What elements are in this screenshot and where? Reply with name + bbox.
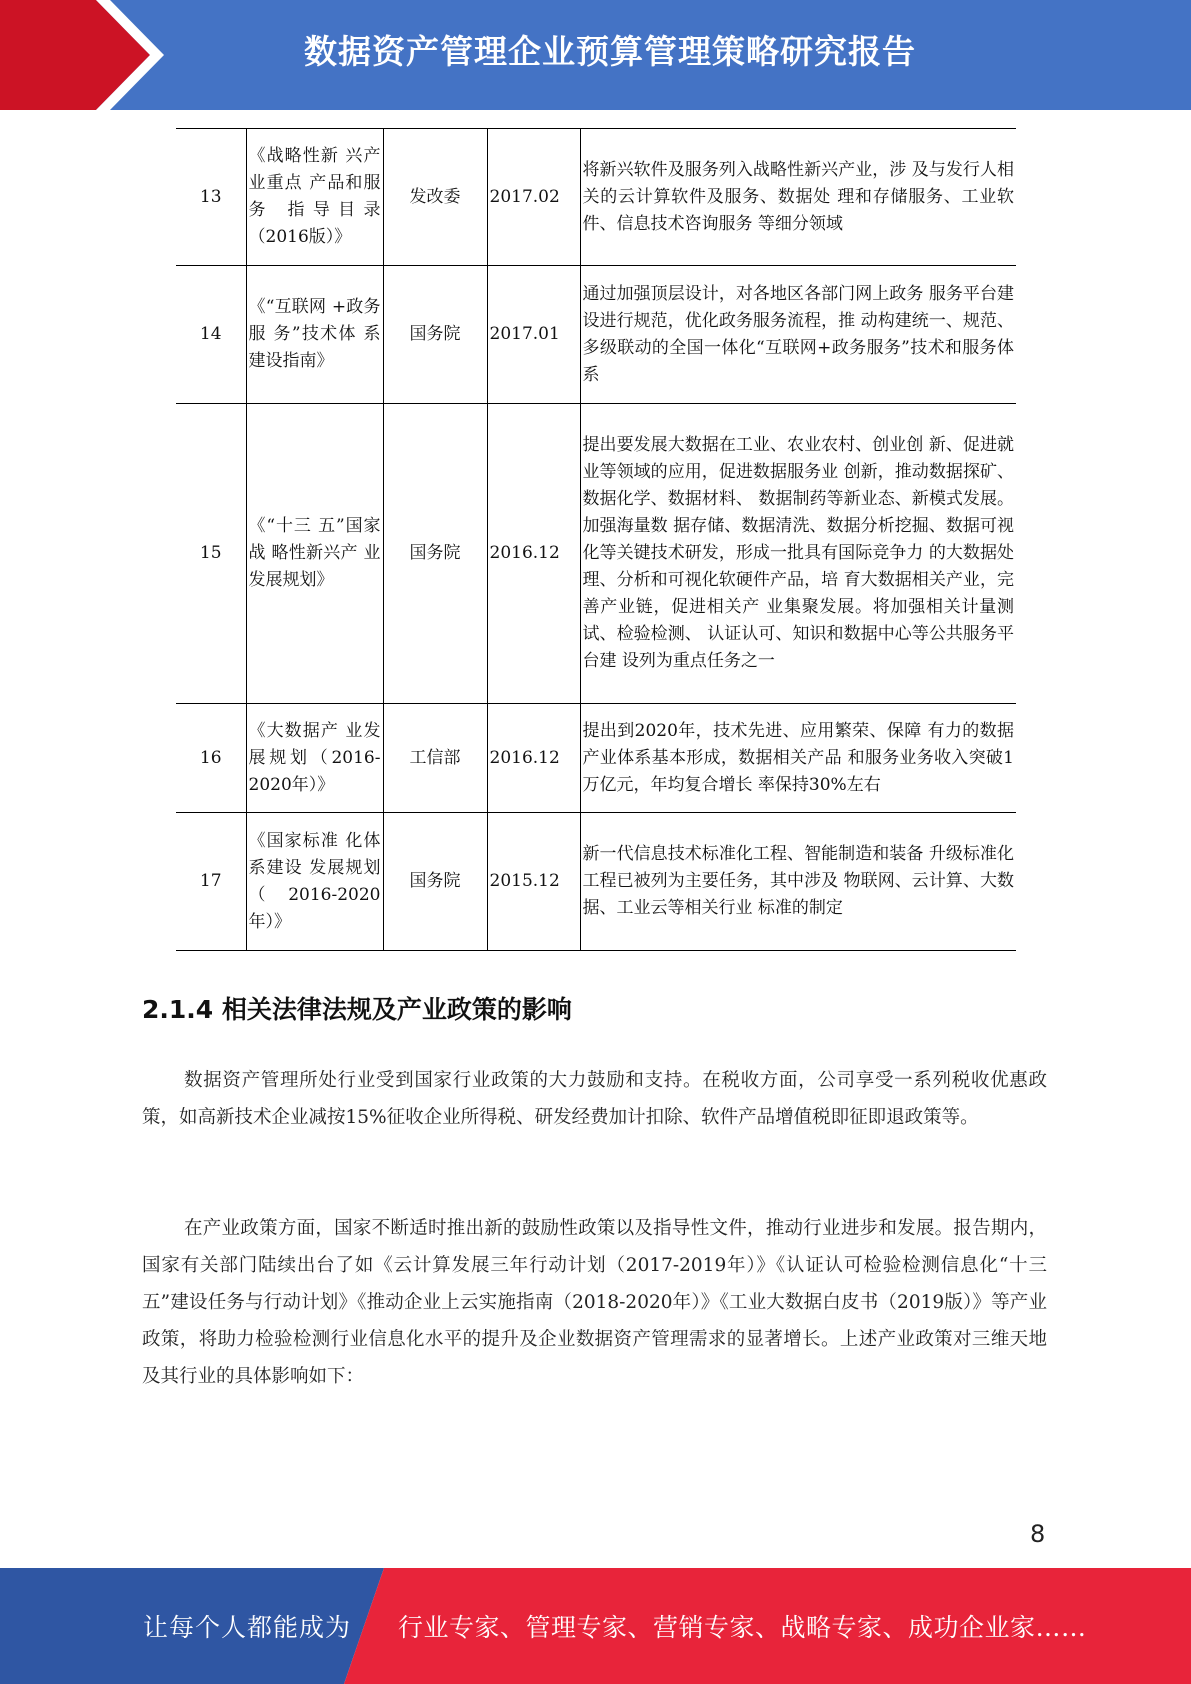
table-row bbox=[176, 704, 1016, 813]
page-number: 8 bbox=[1030, 1520, 1046, 1548]
row-number: 15 bbox=[176, 404, 246, 704]
report-title: 数据资产管理企业预算管理策略研究报告 bbox=[304, 32, 916, 71]
issue-date: 2016.12 bbox=[487, 704, 580, 813]
section-heading: 2.1.4 相关法律法规及产业政策的影响 bbox=[142, 995, 572, 1024]
body-paragraph: 数据资产管理所处行业受到国家行业政策的大力鼓励和支持。在税收方面，公司享受一系列税收优惠政策，如高新技术企业减按15%征收企业所得税、研发经费加计扣除、软件产品增值税即征即退政策等。 bbox=[142, 1070, 1047, 1128]
table-row bbox=[176, 404, 1016, 704]
policy-description: 将新兴软件及服务列入战略性新兴产业，涉 及与发行人相关的云计算软件及服务、数据处 理和存储服务、工业软件、信息技术咨询服务 等细分领域 bbox=[580, 129, 1016, 266]
issuing-agency: 国务院 bbox=[383, 266, 487, 404]
issuing-agency: 国务院 bbox=[383, 813, 487, 951]
page-footer bbox=[0, 1568, 1191, 1684]
body-paragraph: 在产业政策方面，国家不断适时推出新的鼓励性政策以及指导性文件，推动行业进步和发展。报告期内，国家有关部门陆续出台了如《云计算发展三年行动计划（2017-2019年）》《认证认可检验检测信息化“十三五”建设任务与行动计划》《推动企业上云实施指南（2018-2020年）》《工业大数据白皮书（2019版）》等产业政策，将助力检验检测行业信息化水平的提升及企业数据资产管理需求的显著增长。上述产业政策对三维天地及其行业的具体影响如下： bbox=[142, 1218, 1047, 1387]
issue-date: 2016.12 bbox=[487, 404, 580, 704]
page-header bbox=[0, 0, 1191, 110]
issue-date: 2015.12 bbox=[487, 813, 580, 951]
document-name: 《大数据产 业发展规划（2016-2020年）》 bbox=[246, 704, 383, 813]
footer-slogan-right: 行业专家、管理专家、营销专家、战略专家、成功企业家…… bbox=[398, 1613, 1087, 1642]
table-row bbox=[176, 266, 1016, 404]
policy-table bbox=[176, 128, 1016, 951]
issuing-agency: 国务院 bbox=[383, 404, 487, 704]
policy-description: 提出到2020年，技术先进、应用繁荣、保障 有力的数据产业体系基本形成，数据相关产品 和服务业务收入突破1万亿元，年均复合增长 率保持30%左右 bbox=[580, 704, 1016, 813]
issuing-agency: 工信部 bbox=[383, 704, 487, 813]
footer-slogan-left: 让每个人都能成为 bbox=[143, 1613, 352, 1642]
row-number: 14 bbox=[176, 266, 246, 404]
policy-description: 提出要发展大数据在工业、农业农村、创业创 新、促进就业等领域的应用，促进数据服务业 创新，推动数据探矿、数据化学、数据材料、 数据制药等新业态、新模式发展。加强海量数 据存储、数据清洗、数据分析挖掘、数据可视 化等关键技术研发，形成一批具有国际竞争力 的大数据处理、分析和可视化软硬件产品，培 育大数据相关产业，完善产业链，促进相关产 业集聚发展。将加强相关计量测试、检验检测、 认证认可、知识和数据中心等公共服务平台建 设列为重点任务之一 bbox=[580, 404, 1016, 704]
row-number: 13 bbox=[176, 129, 246, 266]
issue-date: 2017.01 bbox=[487, 266, 580, 404]
document-name: 《国家标准 化体系建设 发展规划（ 2016-2020年）》 bbox=[246, 813, 383, 951]
document-name: 《“十三 五”国家战 略性新兴产 业发展规划》 bbox=[246, 404, 383, 704]
policy-description: 新一代信息技术标准化工程、智能制造和装备 升级标准化工程已被列为主要任务，其中涉及 物联网、云计算、大数据、工业云等相关行业 标准的制定 bbox=[580, 813, 1016, 951]
table-row bbox=[176, 813, 1016, 951]
policy-description: 通过加强顶层设计，对各地区各部门网上政务 服务平台建设进行规范，优化政务服务流程，推 动构建统一、规范、多级联动的全国一体化“互联网+政务服务”技术和服务体系 bbox=[580, 266, 1016, 404]
table-row bbox=[176, 129, 1016, 266]
document-name: 《“互联网 +政务服 务”技术体 系建设指南》 bbox=[246, 266, 383, 404]
row-number: 16 bbox=[176, 704, 246, 813]
issue-date: 2017.02 bbox=[487, 129, 580, 266]
document-name: 《战略性新 兴产业重点 产品和服务 指导目录（2016版）》 bbox=[246, 129, 383, 266]
issuing-agency: 发改委 bbox=[383, 129, 487, 266]
row-number: 17 bbox=[176, 813, 246, 951]
